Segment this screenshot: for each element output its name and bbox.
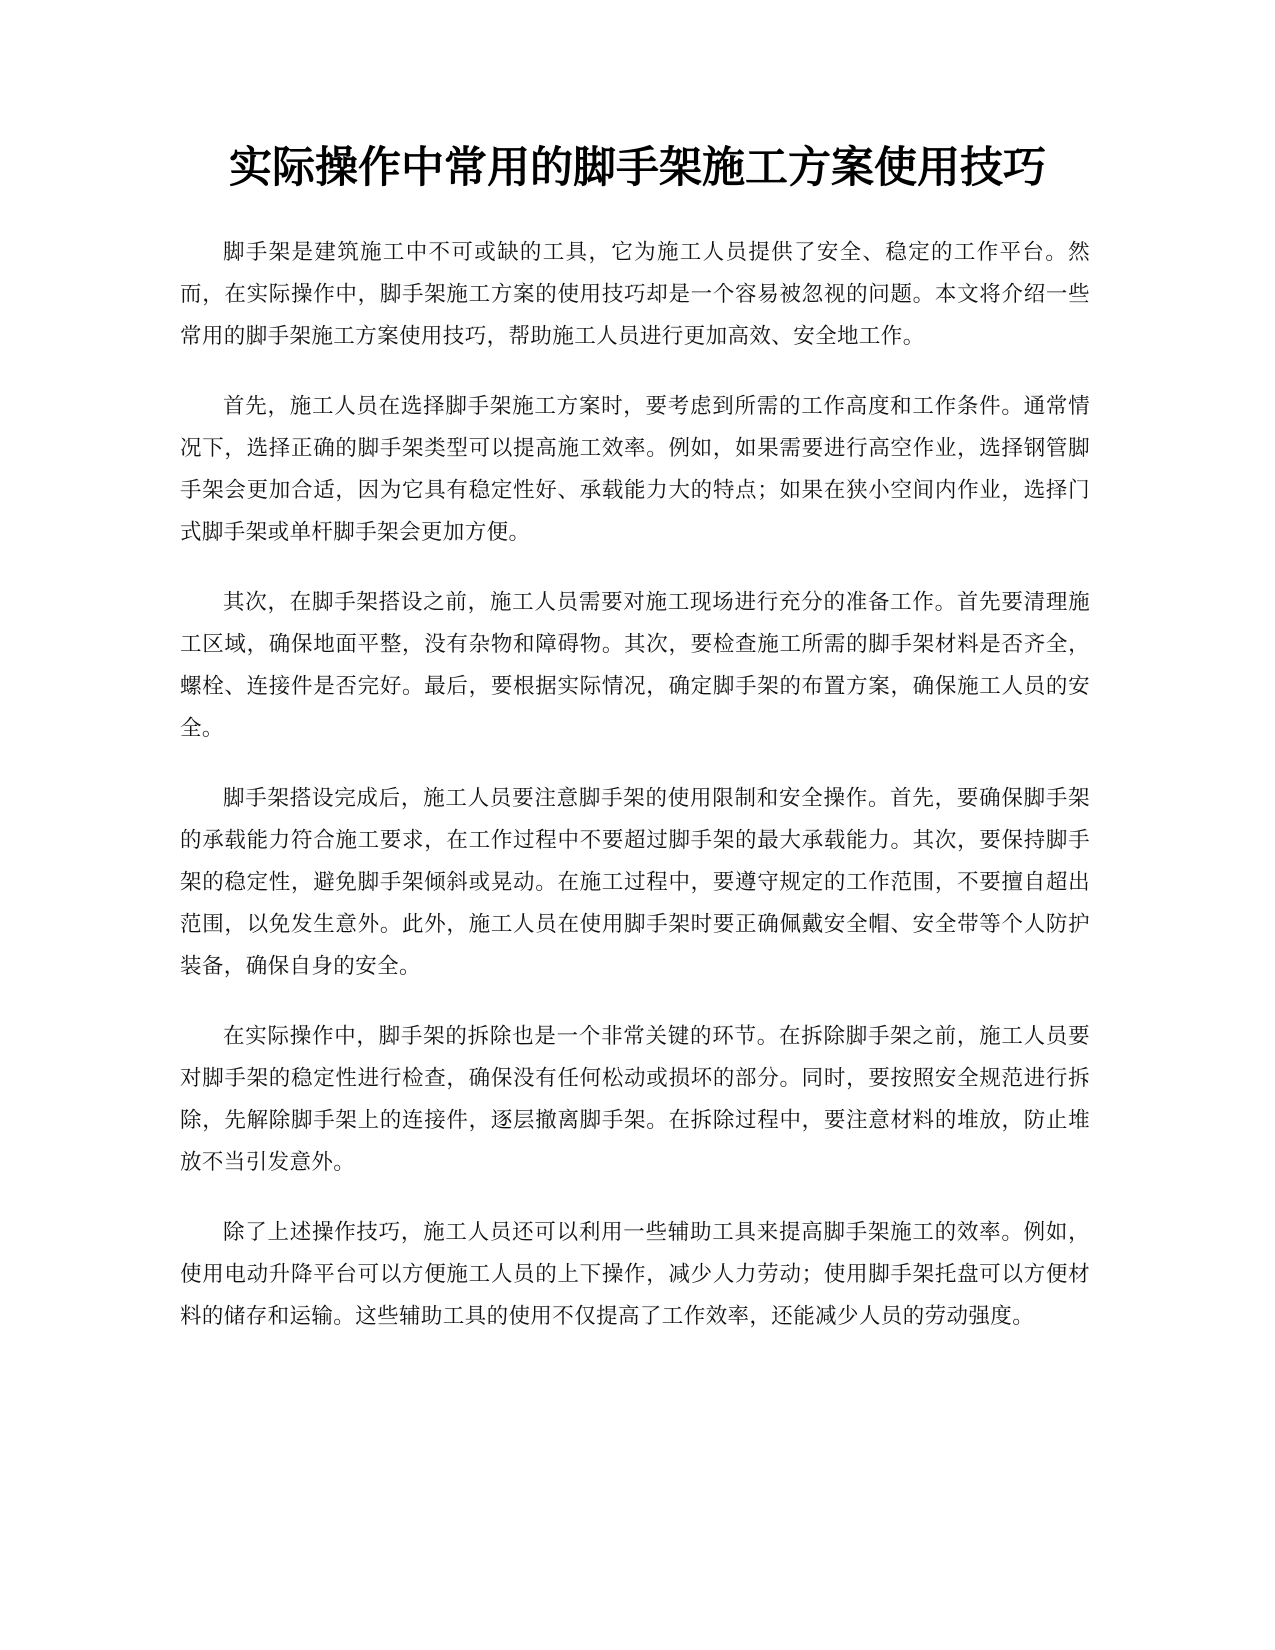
- paragraph-dismantling: 在实际操作中，脚手架的拆除也是一个非常关键的环节。在拆除脚手架之前，施工人员要对脚手架的稳定性进行检查，确保没有任何松动或损坏的部分。同时，要按照安全规范进行拆除，先解除脚手架上的连接件，逐层撤离脚手架。在拆除过程中，要注意材料的堆放，防止堆放不当引发意外。: [180, 1024, 1090, 1175]
- paragraph-selection: 首先，施工人员在选择脚手架施工方案时，要考虑到所需的工作高度和工作条件。通常情况下，选择正确的脚手架类型可以提高施工效率。例如，如果需要进行高空作业，选择钢管脚手架会更加合适，因为它具有稳定性好、承载能力大的特点；如果在狭小空间内作业，选择门式脚手架或单杆脚手架会更加方便。: [180, 394, 1090, 545]
- paragraph-preparation: 其次，在脚手架搭设之前，施工人员需要对施工现场进行充分的准备工作。首先要清理施工区域，确保地面平整，没有杂物和障碍物。其次，要检查施工所需的脚手架材料是否齐全，螺栓、连接件是否完好。最后，要根据实际情况，确定脚手架的布置方案，确保施工人员的安全。: [180, 590, 1090, 741]
- document-title: 实际操作中常用的脚手架施工方案使用技巧: [229, 143, 1046, 193]
- paragraph-intro: 脚手架是建筑施工中不可或缺的工具，它为施工人员提供了安全、稳定的工作平台。然而，在实际操作中，脚手架施工方案的使用技巧却是一个容易被忽视的问题。本文将介绍一些常用的脚手架施工方案使用技巧，帮助施工人员进行更加高效、安全地工作。: [180, 240, 1090, 349]
- paragraph-usage-safety: 脚手架搭设完成后，施工人员要注意脚手架的使用限制和安全操作。首先，要确保脚手架的承载能力符合施工要求，在工作过程中不要超过脚手架的最大承载能力。其次，要保持脚手架的稳定性，避免脚手架倾斜或晃动。在施工过程中，要遵守规定的工作范围，不要擅自超出范围，以免发生意外。此外，施工人员在使用脚手架时要正确佩戴安全帽、安全带等个人防护装备，确保自身的安全。: [180, 786, 1090, 979]
- paragraph-auxiliary-tools: 除了上述操作技巧，施工人员还可以利用一些辅助工具来提高脚手架施工的效率。例如，使用电动升降平台可以方便施工人员的上下操作，减少人力劳动；使用脚手架托盘可以方便材料的储存和运输。这些辅助工具的使用不仅提高了工作效率，还能减少人员的劳动强度。: [180, 1220, 1090, 1329]
- document-body: [180, 232, 1090, 1366]
